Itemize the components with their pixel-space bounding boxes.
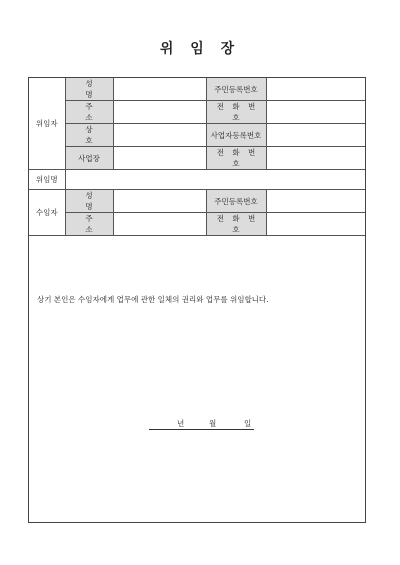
grantee-row-name: [29, 190, 365, 213]
date-day-label: 일: [244, 419, 252, 428]
grantor-business-no-label: 사업자등록번호: [206, 124, 266, 147]
grantee-section-label: 수임자: [29, 190, 65, 236]
delegated-matter-field[interactable]: [65, 170, 365, 190]
grantor-address-field[interactable]: [113, 101, 206, 124]
delegation-form: [28, 77, 366, 523]
grantor-name-field[interactable]: [113, 78, 206, 101]
grantor-row-address: [29, 101, 365, 124]
date-line[interactable]: [149, 418, 254, 430]
grantor-row-company: [29, 124, 365, 147]
grantor-phone-field[interactable]: [266, 101, 365, 124]
grantor-business-no-field[interactable]: [266, 124, 365, 147]
info-table: [29, 78, 365, 236]
grantee-address-label: 주 소: [65, 213, 113, 236]
grantor-resident-no-label: 주민등록번호: [206, 78, 266, 101]
grantee-phone-label: 전 화 번 호: [206, 213, 266, 236]
grantor-workplace-field[interactable]: [113, 147, 206, 170]
delegation-statement: 상기 본인은 수임자에게 업무에 관한 일체의 권리와 업무를 위임합니다.: [37, 295, 269, 304]
grantor-workplace-phone-label: 전 화 번 호: [206, 147, 266, 170]
grantor-company-label: 상 호: [65, 124, 113, 147]
date-month-label: 월: [209, 419, 217, 428]
grantee-address-field[interactable]: [113, 213, 206, 236]
grantee-row-address: [29, 213, 365, 236]
grantee-phone-field[interactable]: [266, 213, 365, 236]
grantor-resident-no-field[interactable]: [266, 78, 365, 101]
grantor-company-field[interactable]: [113, 124, 206, 147]
date-year-label: 년: [177, 419, 185, 428]
grantor-phone-label: 전 화 번 호: [206, 101, 266, 124]
grantor-section-label: 위임자: [29, 78, 65, 170]
delegated-matter-label: 위임명: [29, 170, 65, 190]
grantor-row-name: [29, 78, 365, 101]
document-title: 위 임 장: [159, 41, 241, 57]
grantee-name-field[interactable]: [113, 190, 206, 213]
grantor-workplace-phone-field[interactable]: [266, 147, 365, 170]
grantor-row-workplace: [29, 147, 365, 170]
grantee-resident-no-field[interactable]: [266, 190, 365, 213]
grantee-resident-no-label: 주민등록번호: [206, 190, 266, 213]
delegated-matter-row: [29, 170, 365, 190]
grantor-address-label: 주 소: [65, 101, 113, 124]
grantor-workplace-label: 사업장: [65, 147, 113, 170]
grantor-name-label: 성 명: [65, 78, 113, 101]
grantee-name-label: 성 명: [65, 190, 113, 213]
